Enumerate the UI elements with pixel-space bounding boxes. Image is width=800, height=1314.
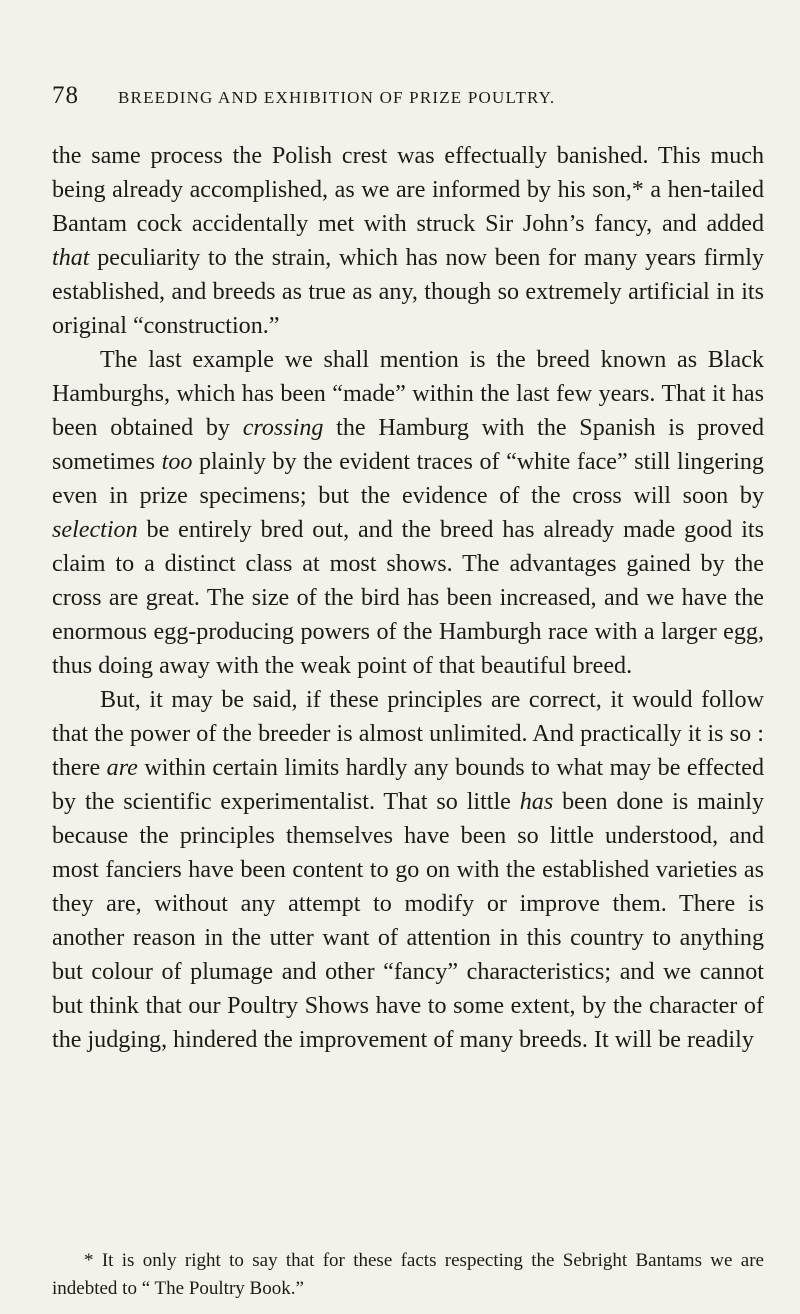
footnote-text: * It is only right to say that for these facts respecting the Sebright Bantams we are indebted to “ The Poultry Book.” [52,1250,764,1299]
text-segment: the same process the Polish crest was effectually banished. This much being already accomplished, as we are informed by his son,* a hen-tailed Bantam cock accidentally met with struck Sir John’s fancy, and added [52,143,764,237]
text-segment: The last example we shall mention is the breed known as Black Hamburghs, which has been “made” within the last few years. That it has been obtained by [52,347,764,441]
running-head-title: BREEDING AND EXHIBITION OF PRIZE POULTRY. [118,88,556,107]
text-segment: the Hamburg with the Spanish is proved sometimes [52,415,764,475]
italic-text: that [52,245,90,271]
text-segment: plainly by the evident traces of “white face” still lingering even in prize specimens; but the evidence of the cross will soon by [52,449,764,509]
paragraph [52,343,764,683]
italic-text: crossing [242,415,324,441]
text-segment: within certain limits hardly any bounds to what may be effected by the scientific experimentalist. That so little [52,755,764,815]
italic-text: are [106,755,138,781]
paragraph [52,139,764,343]
italic-text: too [161,449,193,475]
italic-text: selection [52,517,138,543]
footnote [52,1247,764,1303]
paragraph [52,683,764,1057]
text-segment: But, it may be said, if these principles are correct, it would follow that the power of the breeder is almost unlimited. And practically it is so : there [52,687,764,781]
running-head [52,82,762,112]
italic-text: has [519,789,554,815]
page-number: 78 [52,82,79,109]
text-segment: be entirely bred out, and the breed has already made good its claim to a distinct class at most shows. The advantages gained by the cross are great. The size of the bird has been increased, and we have the enormous egg-producing powers of the Hamburgh race with a larger egg, thus doing away with the weak point of that beautiful breed. [52,517,764,679]
text-segment: peculiarity to the strain, which has now been for many years firmly established, and breeds as true as any, though so extremely artificial in its original “construction.” [52,245,764,339]
body-text [52,139,764,1057]
text-segment: been done is mainly because the principles themselves have been so little understood, and most fanciers have been content to go on with the established varieties as they are, without any attempt to modify or improve them. There is another reason in the utter want of attention in this country to anything but colour of plumage and other “fancy” characteristics; and we cannot but think that our Poultry Shows have to some extent, by the character of the judging, hindered the improvement of many breeds. It will be readily [52,789,764,1053]
